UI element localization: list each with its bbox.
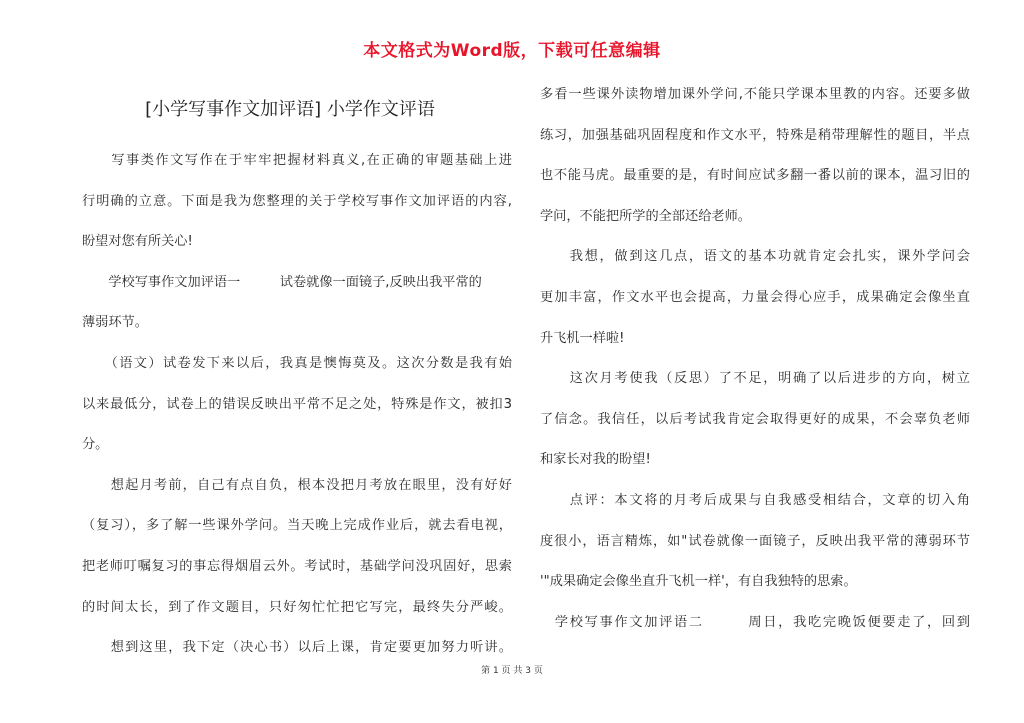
text-line: （语文）试卷发下来以后，我真是懊悔莫及。这次分数是我有始 — [82, 355, 512, 371]
text-line: （复习），多了解一些课外学问。当天晚上完成作业后，就去看电视， — [82, 518, 512, 534]
text-line: '"成果确定会像坐直升飞机一样'，有自我独特的思索。 — [540, 574, 857, 590]
text-line: 学问，不能把所学的全部还给老师。 — [540, 208, 751, 224]
text-line: 薄弱环节。 — [82, 315, 148, 331]
text-line: 想起月考前，自己有点自负，根本没把月考放在眼里，没有好好 — [82, 477, 512, 493]
text-line: 练习，加强基础巩固程度和作文水平，特殊是稍带理解性的题目，半点 — [540, 127, 970, 143]
text-line: 度很小，语言精炼，如"试卷就像一面镜子，反映出我平常的薄弱环节 — [540, 533, 970, 549]
text-line: 分。 — [82, 437, 109, 453]
text-line: 我想，做到这几点，语文的基本功就肯定会扎实，课外学问会 — [540, 249, 970, 265]
text-line: 了信念。我信任，以后考试我肯定会取得更好的成果，不会辜负老师 — [540, 411, 970, 427]
text-line: 也不能马虎。最重要的是，有时间应试多翻一番以前的课本，温习旧的 — [540, 168, 970, 184]
text-line: 的时间太长，到了作文题目，只好匆忙忙把它写完，最终失分严峻。 — [82, 599, 512, 615]
text-line: 学校写事作文加评语一 试卷就像一面镜子,反映出我平常的 — [82, 274, 482, 290]
page-footer: 第 1 页 共 3 页 — [481, 666, 543, 676]
text-line: 行明确的立意。下面是我为您整理的关于学校写事作文加评语的内容, — [82, 193, 512, 209]
text-line: 更加丰富，作文水平也会提高，力量会得心应手，成果确定会像坐直 — [540, 289, 970, 305]
text-line: 写事类作文写作在于牢牢把握材料真义,在正确的审题基础上进 — [82, 153, 512, 168]
text-line: 升飞机一样啦! — [540, 330, 625, 346]
text-line: 想到这里，我下定（决心书）以后上课，肯定要更加努力听讲。 — [82, 640, 512, 656]
text-line: 和家长对我的盼望! — [540, 452, 651, 468]
text-line: 点评：本文将的月考后成果与自我感受相结合，文章的切入角 — [540, 492, 970, 508]
text-line: 盼望对您有所关心! — [82, 234, 193, 250]
text-line: 学校写事作文加评语二 周日，我吃完晚饭便要走了，回到 — [540, 614, 970, 630]
left-column — [82, 141, 512, 669]
text-line: 把老师叮嘱复习的事忘得烟眉云外。考试时，基础学问没巩固好，思索 — [82, 558, 512, 574]
document-title: [小学写事作文加评语] 小学作文评语 — [145, 99, 435, 120]
text-line: 以来最低分，试卷上的错误反映出平常不足之处，特殊是作文，被扣3 — [82, 396, 512, 412]
text-line: 这次月考使我（反思）了不足，明确了以后进步的方向，树立 — [540, 371, 970, 387]
download-banner: 本文格式为Word版，下载可任意编辑 — [363, 41, 661, 61]
text-line: 多看一些课外读物增加课外学问,不能只学课本里教的内容。还要多做 — [540, 87, 970, 102]
right-column — [540, 75, 970, 643]
